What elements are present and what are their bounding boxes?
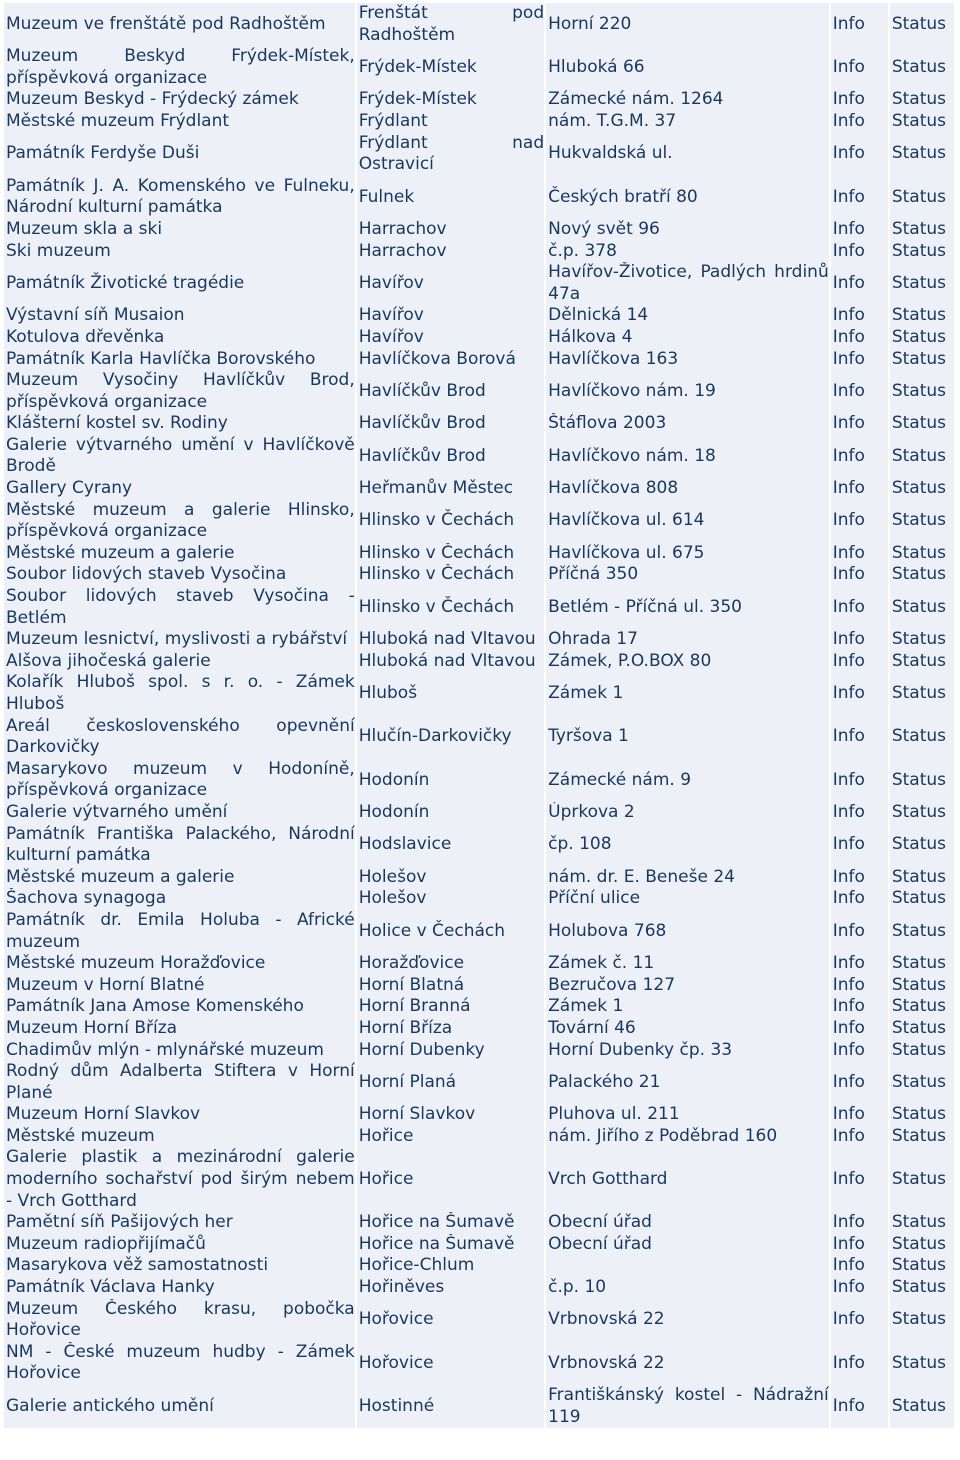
status-link[interactable]: Status <box>890 629 954 651</box>
museum-name-cell: Městské muzeum Horažďovice <box>4 953 355 975</box>
address-cell: Holubova 768 <box>546 910 829 953</box>
museum-name-cell: Památník Životické tragédie <box>4 262 355 305</box>
city-cell: Holice v Čechách <box>357 910 544 953</box>
status-link[interactable]: Status <box>890 46 954 89</box>
museum-name-cell: Památník Františka Palackého, Národní kulturní památka <box>6 823 355 866</box>
table-row <box>4 176 954 219</box>
table-row <box>4 111 954 133</box>
table-row <box>4 349 954 371</box>
city-cell: Heřmanův Městec <box>357 478 544 500</box>
status-link[interactable]: Status <box>890 672 954 715</box>
address-cell <box>546 1255 829 1277</box>
table-row <box>4 1147 954 1212</box>
status-link[interactable]: Status <box>890 435 954 478</box>
status-link[interactable]: Status <box>890 1018 954 1040</box>
table-row <box>4 672 954 715</box>
city-cell: Havlíčkův Brod <box>357 413 544 435</box>
info-link[interactable]: Info <box>831 759 888 802</box>
status-link[interactable]: Status <box>890 1234 954 1256</box>
city-cell: Horní Bříza <box>357 1018 544 1040</box>
city-cell: Frýdlant <box>357 111 544 133</box>
table-row <box>4 586 954 629</box>
city-cell: Hlinsko v Čechách <box>357 564 544 586</box>
table-row <box>4 219 954 241</box>
table-row <box>4 327 954 349</box>
museum-name-cell: Galerie antického umění <box>4 1385 355 1428</box>
city-cell: Hlinsko v Čechách <box>357 543 544 565</box>
info-link[interactable]: Info <box>831 219 888 241</box>
museum-name-cell: Muzeum ve frenštátě pod Radhoštěm <box>4 3 355 46</box>
info-link[interactable]: Info <box>831 89 888 111</box>
city-cell: Hlučín-Darkovičky <box>357 716 544 759</box>
table-row <box>4 478 954 500</box>
info-link[interactable]: Info <box>831 824 888 867</box>
city-cell: Horažďovice <box>357 953 544 975</box>
table-row <box>4 651 954 673</box>
museum-name-cell: Muzeum Horní Bříza <box>4 1018 355 1040</box>
museum-name-cell: Památník Jana Amose Komenského <box>4 996 355 1018</box>
info-link[interactable]: Info <box>831 133 888 176</box>
museum-name-cell: Městské muzeum <box>4 1126 355 1148</box>
status-link[interactable]: Status <box>890 1104 954 1126</box>
info-link[interactable]: Info <box>831 716 888 759</box>
museum-name-cell: Soubor lidových staveb Vysočina <box>4 564 355 586</box>
address-cell: nám. dr. E. Beneše 24 <box>546 867 829 889</box>
info-link[interactable]: Info <box>831 435 888 478</box>
address-cell: Pluhova ul. 211 <box>546 1104 829 1126</box>
table-row <box>4 1234 954 1256</box>
address-cell: Dělnická 14 <box>546 305 829 327</box>
address-cell: č.p. 378 <box>546 241 829 263</box>
table-row <box>4 1212 954 1234</box>
address-cell: nám. Jiřího z Poděbrad 160 <box>546 1126 829 1148</box>
table-row <box>4 759 954 802</box>
city-cell: Hlinsko v Čechách <box>357 500 544 543</box>
info-link[interactable]: Info <box>831 996 888 1018</box>
museum-name-cell: Muzeum Vysočiny Havlíčkův Brod, příspěvková organizace <box>6 370 355 412</box>
info-link[interactable]: Info <box>831 413 888 435</box>
status-link[interactable]: Status <box>890 133 954 176</box>
info-link[interactable]: Info <box>831 1104 888 1126</box>
museum-name-cell: Masarykovo muzeum v Hodoníně, příspěvková organizace <box>6 758 355 801</box>
status-link[interactable]: Status <box>890 176 954 219</box>
info-link[interactable]: Info <box>831 975 888 997</box>
address-cell: nám. T.G.M. 37 <box>546 111 829 133</box>
museum-name-cell: Rodný dům Adalberta Stiftera v Horní Plané <box>6 1061 355 1103</box>
table-row <box>4 3 954 46</box>
museum-name-cell: Galerie výtvarného umění <box>4 802 355 824</box>
address-cell: č.p. 10 <box>546 1277 829 1299</box>
info-link[interactable]: Info <box>831 111 888 133</box>
status-link[interactable]: Status <box>890 89 954 111</box>
museum-name-cell: Galerie výtvarného umění v Havlíčkově Brodě <box>6 434 355 477</box>
city-cell: Horní Planá <box>357 1061 544 1104</box>
address-cell: Havlíčkovo nám. 18 <box>546 435 829 478</box>
address-cell: Českých bratří 80 <box>546 176 829 219</box>
status-link[interactable]: Status <box>890 1299 954 1342</box>
table-row <box>4 89 954 111</box>
status-link[interactable]: Status <box>890 802 954 824</box>
museum-name-cell: Ski muzeum <box>4 241 355 263</box>
city-cell: Holešov <box>357 867 544 889</box>
table-row <box>4 629 954 651</box>
status-link[interactable]: Status <box>890 1212 954 1234</box>
city-cell: Hořice <box>357 1147 544 1212</box>
info-link[interactable]: Info <box>831 1277 888 1299</box>
museum-name-cell: Městské muzeum a galerie Hlinsko, příspěvková organizace <box>6 499 355 542</box>
city-cell: Hostinné <box>357 1385 544 1428</box>
city-cell: Hodonín <box>357 759 544 802</box>
city-cell: Hlinsko v Čechách <box>357 586 544 629</box>
address-cell: Příční ulice <box>546 888 829 910</box>
museum-name-cell: Muzeum v Horní Blatné <box>4 975 355 997</box>
museum-name-cell: Galerie plastik a mezinárodní galerie moderního sochařství pod širým nebem - Vrch Gotthard <box>6 1147 355 1211</box>
city-cell: Hořovice <box>357 1342 544 1385</box>
status-link[interactable]: Status <box>890 1040 954 1062</box>
museum-name-cell: Městské muzeum Frýdlant <box>4 111 355 133</box>
address-cell: Tyršova 1 <box>546 716 829 759</box>
city-cell: Hluboká nad Vltavou <box>357 629 544 651</box>
info-link[interactable]: Info <box>831 305 888 327</box>
city-cell: Havířov <box>357 327 544 349</box>
city-cell: Hořice-Chlum <box>357 1255 544 1277</box>
address-cell: Zámek, P.O.BOX 80 <box>546 651 829 673</box>
info-link[interactable]: Info <box>831 651 888 673</box>
status-link[interactable]: Status <box>890 219 954 241</box>
museum-name-cell: Masarykova věž samostatnosti <box>4 1255 355 1277</box>
museum-name-cell: Muzeum Českého krasu, pobočka Hořovice <box>6 1298 355 1341</box>
table-row <box>4 1342 954 1385</box>
address-cell: Nový svět 96 <box>546 219 829 241</box>
museum-name-cell: Muzeum skla a ski <box>4 219 355 241</box>
city-cell: Holešov <box>357 888 544 910</box>
info-link[interactable]: Info <box>831 867 888 889</box>
address-cell: Příčná 350 <box>546 564 829 586</box>
address-cell: Havlíčkova 808 <box>546 478 829 500</box>
address-cell: Havlíčkova ul. 614 <box>546 500 829 543</box>
status-link[interactable]: Status <box>890 1277 954 1299</box>
address-cell: Palackého 21 <box>546 1061 829 1104</box>
info-link[interactable]: Info <box>831 1234 888 1256</box>
status-link[interactable]: Status <box>890 953 954 975</box>
museum-name-cell: Muzeum Horní Slavkov <box>4 1104 355 1126</box>
table-row <box>4 241 954 263</box>
table-row <box>4 1277 954 1299</box>
info-link[interactable]: Info <box>831 176 888 219</box>
status-link[interactable]: Status <box>890 716 954 759</box>
table-row <box>4 262 954 305</box>
museum-name-cell: Pamětní síň Pašijových her <box>4 1212 355 1234</box>
city-cell: Horní Branná <box>357 996 544 1018</box>
status-link[interactable]: Status <box>890 305 954 327</box>
address-cell: Havlíčkovo nám. 19 <box>546 370 829 413</box>
address-cell: Havířov-Životice, Padlých hrdinů 47a <box>548 262 829 304</box>
address-cell: Obecní úřad <box>546 1212 829 1234</box>
city-cell: Frýdlant nad Ostravicí <box>358 132 545 175</box>
status-link[interactable]: Status <box>890 478 954 500</box>
table-row <box>4 543 954 565</box>
table-row <box>4 888 954 910</box>
status-link[interactable]: Status <box>890 888 954 910</box>
museum-name-cell: Památník Ferdyše Duši <box>4 133 355 176</box>
museum-table <box>2 3 956 1428</box>
status-link[interactable]: Status <box>890 867 954 889</box>
museum-name-cell: Muzeum lesnictví, myslivosti a rybářství <box>4 629 355 651</box>
museum-name-cell: Alšova jihočeská galerie <box>4 651 355 673</box>
address-cell: Havlíčkova ul. 675 <box>546 543 829 565</box>
status-link[interactable]: Status <box>890 241 954 263</box>
address-cell: Zámek 1 <box>546 672 829 715</box>
info-link[interactable]: Info <box>831 1061 888 1104</box>
table-row <box>4 133 954 176</box>
address-cell: Úprkova 2 <box>546 802 829 824</box>
status-link[interactable]: Status <box>890 1342 954 1385</box>
city-cell: Hořovice <box>357 1299 544 1342</box>
table-row <box>4 305 954 327</box>
info-link[interactable]: Info <box>831 1255 888 1277</box>
city-cell: Havířov <box>357 305 544 327</box>
table-row <box>4 370 954 413</box>
city-cell: Fulnek <box>357 176 544 219</box>
museum-name-cell: Chadimův mlýn - mlynářské muzeum <box>4 1040 355 1062</box>
table-row <box>4 1255 954 1277</box>
museum-name-cell: Památník dr. Emila Holuba - Africké muzeum <box>6 909 355 952</box>
table-row <box>4 996 954 1018</box>
status-link[interactable]: Status <box>890 1061 954 1104</box>
city-cell: Havířov <box>357 262 544 305</box>
table-row <box>4 500 954 543</box>
museum-name-cell: Muzeum radiopřijímačů <box>4 1234 355 1256</box>
city-cell: Havlíčkova Borová <box>357 349 544 371</box>
museum-name-cell: Památník J. A. Komenského ve Fulneku, Národní kulturní památka <box>6 175 355 218</box>
table-row <box>4 1018 954 1040</box>
info-link[interactable]: Info <box>831 910 888 953</box>
table-row <box>4 564 954 586</box>
info-link[interactable]: Info <box>831 241 888 263</box>
info-link[interactable]: Info <box>831 46 888 89</box>
city-cell: Harrachov <box>357 219 544 241</box>
museum-name-cell: Výstavní síň Musaion <box>4 305 355 327</box>
address-cell: Vrch Gotthard <box>546 1147 829 1212</box>
info-link[interactable]: Info <box>831 1018 888 1040</box>
table-row <box>4 910 954 953</box>
info-link[interactable]: Info <box>831 1040 888 1062</box>
city-cell: Horní Slavkov <box>357 1104 544 1126</box>
table-row <box>4 1299 954 1342</box>
address-cell: Vrbnovská 22 <box>546 1299 829 1342</box>
address-cell: Havlíčkova 163 <box>546 349 829 371</box>
status-link[interactable]: Status <box>890 111 954 133</box>
city-cell: Frýdek-Místek <box>357 89 544 111</box>
table-row <box>4 1040 954 1062</box>
address-cell: Františkánský kostel - Nádražní 119 <box>548 1385 829 1427</box>
status-link[interactable]: Status <box>890 1385 954 1428</box>
info-link[interactable]: Info <box>831 262 888 305</box>
museum-name-cell: Šachova synagoga <box>4 888 355 910</box>
info-link[interactable]: Info <box>831 1212 888 1234</box>
status-link[interactable]: Status <box>890 996 954 1018</box>
status-link[interactable]: Status <box>890 3 954 46</box>
status-link[interactable]: Status <box>890 1255 954 1277</box>
city-cell: Hořiněves <box>357 1277 544 1299</box>
address-cell: Betlém - Příčná ul. 350 <box>546 586 829 629</box>
status-link[interactable]: Status <box>890 975 954 997</box>
info-link[interactable]: Info <box>831 1126 888 1148</box>
city-cell: Hořice <box>357 1126 544 1148</box>
table-body <box>4 3 954 1428</box>
city-cell: Horní Blatná <box>357 975 544 997</box>
status-link[interactable]: Status <box>890 586 954 629</box>
info-link[interactable]: Info <box>831 586 888 629</box>
status-link[interactable]: Status <box>890 651 954 673</box>
city-cell: Havlíčkův Brod <box>357 370 544 413</box>
city-cell: Hodslavice <box>357 824 544 867</box>
info-link[interactable]: Info <box>831 370 888 413</box>
city-cell: Hořice na Šumavě <box>357 1212 544 1234</box>
museum-name-cell: Klášterní kostel sv. Rodiny <box>4 413 355 435</box>
info-link[interactable]: Info <box>831 564 888 586</box>
table-row <box>4 867 954 889</box>
address-cell: Štáflova 2003 <box>546 413 829 435</box>
table-row <box>4 1061 954 1104</box>
address-cell: Vrbnovská 22 <box>546 1342 829 1385</box>
city-cell: Frýdek-Místek <box>357 46 544 89</box>
status-link[interactable]: Status <box>890 500 954 543</box>
status-link[interactable]: Status <box>890 262 954 305</box>
address-cell: Hukvaldská ul. <box>546 133 829 176</box>
table-row <box>4 716 954 759</box>
city-cell: Havlíčkův Brod <box>357 435 544 478</box>
address-cell: Hluboká 66 <box>546 46 829 89</box>
city-cell: Hluboš <box>357 672 544 715</box>
status-link[interactable]: Status <box>890 1147 954 1212</box>
status-link[interactable]: Status <box>890 824 954 867</box>
museum-name-cell: Muzeum Beskyd Frýdek-Místek, příspěvková organizace <box>6 46 355 88</box>
museum-name-cell: Gallery Cyrany <box>4 478 355 500</box>
status-link[interactable]: Status <box>890 759 954 802</box>
info-link[interactable]: Info <box>831 478 888 500</box>
info-link[interactable]: Info <box>831 802 888 824</box>
address-cell: čp. 108 <box>546 824 829 867</box>
table-row <box>4 975 954 997</box>
museum-name-cell: Památník Karla Havlíčka Borovského <box>4 349 355 371</box>
city-cell: Frenštát pod Radhoštěm <box>358 3 545 45</box>
museum-name-cell: Areál československého opevnění Darkovičky <box>6 715 355 758</box>
table-row <box>4 802 954 824</box>
info-link[interactable]: Info <box>831 629 888 651</box>
table-row <box>4 1104 954 1126</box>
info-link[interactable]: Info <box>831 888 888 910</box>
address-cell: Zámecké nám. 9 <box>546 759 829 802</box>
museum-name-cell: NM - České muzeum hudby - Zámek Hořovice <box>6 1341 355 1384</box>
info-link[interactable]: Info <box>831 1147 888 1212</box>
status-link[interactable]: Status <box>890 910 954 953</box>
address-cell: Ohrada 17 <box>546 629 829 651</box>
table-row <box>4 435 954 478</box>
museum-name-cell: Památník Václava Hanky <box>4 1277 355 1299</box>
city-cell: Harrachov <box>357 241 544 263</box>
info-link[interactable]: Info <box>831 500 888 543</box>
address-cell: Hálkova 4 <box>546 327 829 349</box>
info-link[interactable]: Info <box>831 953 888 975</box>
address-cell: Horní 220 <box>546 3 829 46</box>
info-link[interactable]: Info <box>831 327 888 349</box>
info-link[interactable]: Info <box>831 543 888 565</box>
address-cell: Zámecké nám. 1264 <box>546 89 829 111</box>
table-row <box>4 1126 954 1148</box>
address-cell: Zámek č. 11 <box>546 953 829 975</box>
museum-name-cell: Soubor lidových staveb Vysočina - Betlém <box>6 586 355 628</box>
address-cell: Zámek 1 <box>546 996 829 1018</box>
status-link[interactable]: Status <box>890 413 954 435</box>
museum-name-cell: Kolařík Hluboš spol. s r. o. - Zámek Hluboš <box>6 672 355 714</box>
table-row <box>4 824 954 867</box>
museum-name-cell: Městské muzeum a galerie <box>4 543 355 565</box>
table-row <box>4 413 954 435</box>
info-link[interactable]: Info <box>831 3 888 46</box>
info-link[interactable]: Info <box>831 1299 888 1342</box>
info-link[interactable]: Info <box>831 672 888 715</box>
info-link[interactable]: Info <box>831 1342 888 1385</box>
address-cell: Obecní úřad <box>546 1234 829 1256</box>
info-link[interactable]: Info <box>831 1385 888 1428</box>
city-cell: Hluboká nad Vltavou <box>357 651 544 673</box>
museum-name-cell: Městské muzeum a galerie <box>4 867 355 889</box>
address-cell: Bezručova 127 <box>546 975 829 997</box>
city-cell: Horní Dubenky <box>357 1040 544 1062</box>
status-link[interactable]: Status <box>890 327 954 349</box>
status-link[interactable]: Status <box>890 1126 954 1148</box>
status-link[interactable]: Status <box>890 370 954 413</box>
status-link[interactable]: Status <box>890 564 954 586</box>
table-row <box>4 953 954 975</box>
table-row <box>4 1385 954 1428</box>
city-cell: Hodonín <box>357 802 544 824</box>
table-row <box>4 46 954 89</box>
museum-name-cell: Kotulova dřevěnka <box>4 327 355 349</box>
address-cell: Horní Dubenky čp. 33 <box>546 1040 829 1062</box>
info-link[interactable]: Info <box>831 349 888 371</box>
status-link[interactable]: Status <box>890 543 954 565</box>
address-cell: Tovární 46 <box>546 1018 829 1040</box>
museum-name-cell: Muzeum Beskyd - Frýdecký zámek <box>4 89 355 111</box>
status-link[interactable]: Status <box>890 349 954 371</box>
city-cell: Hořice na Šumavě <box>357 1234 544 1256</box>
